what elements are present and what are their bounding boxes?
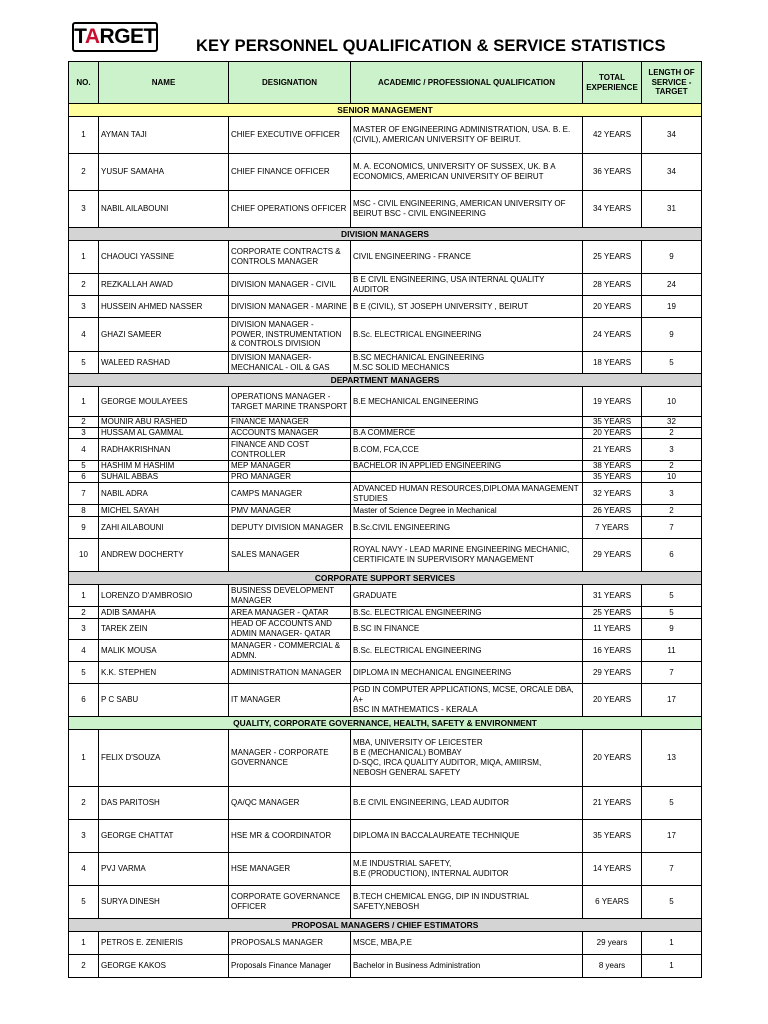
table-row — [69, 853, 702, 886]
cell-qualification: B.SC MECHANICAL ENGINEERING M.SC SOLID MECHANICS — [351, 352, 583, 374]
cell-designation: CHIEF EXECUTIVE OFFICER — [229, 117, 351, 154]
cell-qualification: M.E INDUSTRIAL SAFETY, B.E (PRODUCTION), INTERNAL AUDITOR — [351, 853, 583, 886]
cell-qualification — [351, 417, 583, 428]
section-header — [69, 717, 702, 730]
table-row — [69, 483, 702, 505]
cell-no: 2 — [69, 955, 99, 978]
cell-name: ZAHI AILABOUNI — [99, 517, 229, 539]
cell-no: 4 — [69, 318, 99, 352]
cell-experience: 16 YEARS — [583, 640, 642, 662]
cell-qualification: Bachelor in Business Administration — [351, 955, 583, 978]
cell-qualification: DIPLOMA IN MECHANICAL ENGINEERING — [351, 662, 583, 684]
cell-qualification: CIVIL ENGINEERING - FRANCE — [351, 241, 583, 274]
cell-designation: Proposals Finance Manager — [229, 955, 351, 978]
cell-no: 6 — [69, 472, 99, 483]
cell-no: 4 — [69, 439, 99, 461]
table-row — [69, 517, 702, 539]
cell-qualification: B.A COMMERCE — [351, 428, 583, 439]
cell-designation: ADMINISTRATION MANAGER — [229, 662, 351, 684]
cell-service: 1 — [642, 932, 702, 955]
cell-name: NABIL AILABOUNI — [99, 191, 229, 228]
cell-no: 1 — [69, 932, 99, 955]
cell-designation: DEPUTY DIVISION MANAGER — [229, 517, 351, 539]
cell-qualification: ADVANCED HUMAN RESOURCES,DIPLOMA MANAGEMENT STUDIES — [351, 483, 583, 505]
cell-name: YUSUF SAMAHA — [99, 154, 229, 191]
cell-experience: 36 YEARS — [583, 154, 642, 191]
cell-service: 19 — [642, 296, 702, 318]
cell-name: P C SABU — [99, 684, 229, 717]
col-header-designation: DESIGNATION — [229, 62, 351, 104]
cell-qualification: Master of Science Degree in Mechanical — [351, 505, 583, 517]
cell-no: 10 — [69, 539, 99, 572]
table-row — [69, 296, 702, 318]
col-header-qualification: ACADEMIC / PROFESSIONAL QUALIFICATION — [351, 62, 583, 104]
cell-service: 6 — [642, 539, 702, 572]
table-body — [69, 104, 702, 978]
cell-qualification: B.E MECHANICAL ENGINEERING — [351, 387, 583, 417]
table-row — [69, 241, 702, 274]
cell-service: 11 — [642, 640, 702, 662]
cell-name: K.K. STEPHEN — [99, 662, 229, 684]
cell-designation: BUSINESS DEVELOPMENT MANAGER — [229, 585, 351, 607]
cell-service: 9 — [642, 318, 702, 352]
cell-service: 7 — [642, 662, 702, 684]
cell-qualification: B.E CIVIL ENGINEERING, LEAD AUDITOR — [351, 787, 583, 820]
table-row — [69, 505, 702, 517]
table-row — [69, 684, 702, 717]
cell-name: LORENZO D'AMBROSIO — [99, 585, 229, 607]
cell-no: 6 — [69, 684, 99, 717]
cell-designation: OPERATIONS MANAGER - TARGET MARINE TRANSPORT — [229, 387, 351, 417]
section-header — [69, 228, 702, 241]
table-row — [69, 662, 702, 684]
cell-name: DAS PARITOSH — [99, 787, 229, 820]
cell-experience: 18 YEARS — [583, 352, 642, 374]
cell-qualification: M. A. ECONOMICS, UNIVERSITY OF SUSSEX, UK. B A ECONOMICS, AMERICAN UNIVERSITY OF BEIRUT — [351, 154, 583, 191]
cell-name: MALIK MOUSA — [99, 640, 229, 662]
cell-experience: 29 YEARS — [583, 662, 642, 684]
section-title: SENIOR MANAGEMENT — [69, 104, 702, 117]
cell-qualification: B.Sc. ELECTRICAL ENGINEERING — [351, 318, 583, 352]
cell-no: 1 — [69, 730, 99, 787]
table-row — [69, 274, 702, 296]
cell-service: 32 — [642, 417, 702, 428]
cell-qualification: B.SC IN FINANCE — [351, 619, 583, 640]
cell-service: 5 — [642, 352, 702, 374]
cell-designation: MANAGER - COMMERCIAL & ADMN. — [229, 640, 351, 662]
cell-experience: 32 YEARS — [583, 483, 642, 505]
cell-qualification: PGD IN COMPUTER APPLICATIONS, MCSE, ORCALE DBA, A+ BSC IN MATHEMATICS - KERALA — [351, 684, 583, 717]
cell-designation: QA/QC MANAGER — [229, 787, 351, 820]
cell-designation: AREA MANAGER - QATAR — [229, 607, 351, 619]
cell-experience: 25 YEARS — [583, 607, 642, 619]
cell-name: SURYA DINESH — [99, 886, 229, 919]
cell-qualification: MSC - CIVIL ENGINEERING, AMERICAN UNIVERSITY OF BEIRUT BSC - CIVIL ENGINEERING — [351, 191, 583, 228]
cell-service: 3 — [642, 483, 702, 505]
cell-no: 3 — [69, 619, 99, 640]
cell-name: REZKALLAH AWAD — [99, 274, 229, 296]
logo-mark: A — [84, 25, 100, 48]
cell-experience: 6 YEARS — [583, 886, 642, 919]
cell-designation: DIVISION MANAGER- MECHANICAL - OIL & GAS — [229, 352, 351, 374]
cell-service: 13 — [642, 730, 702, 787]
section-header — [69, 104, 702, 117]
cell-qualification: B E (CIVIL), ST JOSEPH UNIVERSITY , BEIRUT — [351, 296, 583, 318]
cell-no: 1 — [69, 241, 99, 274]
cell-name: ADIB SAMAHA — [99, 607, 229, 619]
cell-no: 2 — [69, 417, 99, 428]
cell-designation: HSE MR & COORDINATOR — [229, 820, 351, 853]
table-row — [69, 955, 702, 978]
table-row — [69, 417, 702, 428]
cell-experience: 14 YEARS — [583, 853, 642, 886]
col-header-no: NO. — [69, 62, 99, 104]
cell-no: 4 — [69, 853, 99, 886]
cell-experience: 35 YEARS — [583, 820, 642, 853]
cell-experience: 7 YEARS — [583, 517, 642, 539]
cell-service: 3 — [642, 439, 702, 461]
cell-experience: 20 YEARS — [583, 684, 642, 717]
table-row — [69, 154, 702, 191]
cell-qualification: B.TECH CHEMICAL ENGG, DIP IN INDUSTRIAL SAFETY,NEBOSH — [351, 886, 583, 919]
cell-designation: CHIEF FINANCE OFFICER — [229, 154, 351, 191]
cell-service: 5 — [642, 886, 702, 919]
table-row — [69, 886, 702, 919]
table-row — [69, 439, 702, 461]
cell-name: GEORGE CHATTAT — [99, 820, 229, 853]
cell-service: 10 — [642, 387, 702, 417]
cell-no: 1 — [69, 387, 99, 417]
table-row — [69, 352, 702, 374]
cell-designation: CORPORATE GOVERNANCE OFFICER — [229, 886, 351, 919]
cell-designation: MEP MANAGER — [229, 461, 351, 472]
cell-experience: 8 years — [583, 955, 642, 978]
cell-experience: 11 YEARS — [583, 619, 642, 640]
cell-designation: DIVISION MANAGER - CIVIL — [229, 274, 351, 296]
cell-name: HASHIM M HASHIM — [99, 461, 229, 472]
cell-designation: CAMPS MANAGER — [229, 483, 351, 505]
cell-no: 3 — [69, 296, 99, 318]
cell-name: HUSSEIN AHMED NASSER — [99, 296, 229, 318]
cell-service: 5 — [642, 787, 702, 820]
cell-no: 5 — [69, 352, 99, 374]
cell-designation: IT MANAGER — [229, 684, 351, 717]
section-title: DIVISION MANAGERS — [69, 228, 702, 241]
cell-no: 5 — [69, 886, 99, 919]
cell-qualification: B.Sc. ELECTRICAL ENGINEERING — [351, 607, 583, 619]
cell-experience: 34 YEARS — [583, 191, 642, 228]
cell-no: 8 — [69, 505, 99, 517]
cell-qualification: MASTER OF ENGINEERING ADMINISTRATION, USA. B. E. (CIVIL), AMERICAN UNIVERSITY OF BEIRUT. — [351, 117, 583, 154]
cell-experience: 35 YEARS — [583, 472, 642, 483]
cell-name: TAREK ZEIN — [99, 619, 229, 640]
section-title: PROPOSAL MANAGERS / CHIEF ESTIMATORS — [69, 919, 702, 932]
cell-service: 34 — [642, 154, 702, 191]
cell-service: 31 — [642, 191, 702, 228]
cell-experience: 24 YEARS — [583, 318, 642, 352]
cell-designation: PMV MANAGER — [229, 505, 351, 517]
cell-designation: HSE MANAGER — [229, 853, 351, 886]
cell-experience: 35 YEARS — [583, 417, 642, 428]
cell-name: PVJ VARMA — [99, 853, 229, 886]
cell-service: 7 — [642, 853, 702, 886]
section-header — [69, 374, 702, 387]
cell-designation: MANAGER - CORPORATE GOVERNANCE — [229, 730, 351, 787]
target-logo — [72, 22, 158, 52]
cell-no: 1 — [69, 585, 99, 607]
cell-no: 2 — [69, 787, 99, 820]
cell-service: 17 — [642, 820, 702, 853]
table-row — [69, 318, 702, 352]
table-row — [69, 539, 702, 572]
cell-designation: SALES MANAGER — [229, 539, 351, 572]
cell-no: 2 — [69, 274, 99, 296]
cell-experience: 20 YEARS — [583, 296, 642, 318]
cell-experience: 29 YEARS — [583, 539, 642, 572]
cell-service: 5 — [642, 607, 702, 619]
cell-qualification: B.Sc.CIVIL ENGINEERING — [351, 517, 583, 539]
cell-name: NABIL ADRA — [99, 483, 229, 505]
cell-service: 17 — [642, 684, 702, 717]
cell-name: AYMAN TAJI — [99, 117, 229, 154]
cell-qualification: BACHELOR IN APPLIED ENGINEERING — [351, 461, 583, 472]
table-row — [69, 730, 702, 787]
cell-no: 1 — [69, 117, 99, 154]
table-row — [69, 428, 702, 439]
table-row — [69, 787, 702, 820]
logo-wordmark: TARGET — [74, 25, 156, 48]
section-title: DEPARTMENT MANAGERS — [69, 374, 702, 387]
cell-service: 5 — [642, 585, 702, 607]
cell-experience: 25 YEARS — [583, 241, 642, 274]
cell-experience: 31 YEARS — [583, 585, 642, 607]
cell-no: 3 — [69, 428, 99, 439]
cell-designation: CORPORATE CONTRACTS & CONTROLS MANAGER — [229, 241, 351, 274]
col-header-service: LENGTH OF SERVICE - TARGET — [642, 62, 702, 104]
cell-qualification: GRADUATE — [351, 585, 583, 607]
table-row — [69, 932, 702, 955]
cell-service: 2 — [642, 428, 702, 439]
cell-designation: FINANCE AND COST CONTROLLER — [229, 439, 351, 461]
cell-name: RADHAKRISHNAN — [99, 439, 229, 461]
cell-experience: 29 years — [583, 932, 642, 955]
cell-designation: ACCOUNTS MANAGER — [229, 428, 351, 439]
cell-name: CHAOUCI YASSINE — [99, 241, 229, 274]
cell-experience: 38 YEARS — [583, 461, 642, 472]
cell-no: 2 — [69, 154, 99, 191]
section-header — [69, 572, 702, 585]
cell-designation: DIVISION MANAGER - MARINE — [229, 296, 351, 318]
cell-no: 3 — [69, 820, 99, 853]
cell-name: WALEED RASHAD — [99, 352, 229, 374]
cell-designation: PRO MANAGER — [229, 472, 351, 483]
cell-designation: DIVISION MANAGER - POWER, INSTRUMENTATION & CONTROLS DIVISION — [229, 318, 351, 352]
cell-qualification: MSCE, MBA,P.E — [351, 932, 583, 955]
table-row — [69, 585, 702, 607]
page-title: KEY PERSONNEL QUALIFICATION & SERVICE STATISTICS — [196, 37, 666, 55]
cell-designation: PROPOSALS MANAGER — [229, 932, 351, 955]
cell-service: 10 — [642, 472, 702, 483]
table-row — [69, 387, 702, 417]
cell-qualification: B.Sc. ELECTRICAL ENGINEERING — [351, 640, 583, 662]
cell-designation: CHIEF OPERATIONS OFFICER — [229, 191, 351, 228]
cell-experience: 28 YEARS — [583, 274, 642, 296]
cell-designation: HEAD OF ACCOUNTS AND ADMIN MANAGER- QATAR — [229, 619, 351, 640]
cell-qualification: B E CIVIL ENGINEERING, USA INTERNAL QUALITY AUDITOR — [351, 274, 583, 296]
cell-designation: FINANCE MANAGER — [229, 417, 351, 428]
cell-service: 2 — [642, 505, 702, 517]
cell-experience: 19 YEARS — [583, 387, 642, 417]
cell-no: 9 — [69, 517, 99, 539]
cell-no: 5 — [69, 461, 99, 472]
table-row — [69, 461, 702, 472]
cell-name: HUSSAM AL GAMMAL — [99, 428, 229, 439]
cell-name: GEORGE MOULAYEES — [99, 387, 229, 417]
table-row — [69, 640, 702, 662]
table-row — [69, 472, 702, 483]
cell-qualification — [351, 472, 583, 483]
cell-name: GEORGE KAKOS — [99, 955, 229, 978]
cell-experience: 21 YEARS — [583, 439, 642, 461]
cell-name: GHAZI SAMEER — [99, 318, 229, 352]
cell-service: 7 — [642, 517, 702, 539]
cell-name: MOUNIR ABU RASHED — [99, 417, 229, 428]
col-header-name: NAME — [99, 62, 229, 104]
cell-service: 1 — [642, 955, 702, 978]
cell-experience: 20 YEARS — [583, 730, 642, 787]
cell-service: 34 — [642, 117, 702, 154]
cell-experience: 42 YEARS — [583, 117, 642, 154]
cell-qualification: DIPLOMA IN BACCALAUREATE TECHNIQUE — [351, 820, 583, 853]
cell-no: 3 — [69, 191, 99, 228]
table-row — [69, 607, 702, 619]
table-header — [69, 62, 702, 104]
cell-service: 2 — [642, 461, 702, 472]
col-header-experience: TOTAL EXPERIENCE — [583, 62, 642, 104]
cell-name: ANDREW DOCHERTY — [99, 539, 229, 572]
section-header — [69, 919, 702, 932]
table-row — [69, 117, 702, 154]
cell-name: FELIX D'SOUZA — [99, 730, 229, 787]
cell-experience: 26 YEARS — [583, 505, 642, 517]
table-row — [69, 619, 702, 640]
cell-name: MICHEL SAYAH — [99, 505, 229, 517]
section-title: CORPORATE SUPPORT SERVICES — [69, 572, 702, 585]
cell-no: 4 — [69, 640, 99, 662]
cell-no: 2 — [69, 607, 99, 619]
table-row — [69, 191, 702, 228]
cell-service: 9 — [642, 619, 702, 640]
cell-experience: 21 YEARS — [583, 787, 642, 820]
cell-service: 9 — [642, 241, 702, 274]
table-row — [69, 820, 702, 853]
cell-name: SUHAIL ABBAS — [99, 472, 229, 483]
section-title: QUALITY, CORPORATE GOVERNANCE, HEALTH, SAFETY & ENVIRONMENT — [69, 717, 702, 730]
personnel-table — [68, 61, 702, 978]
cell-qualification: ROYAL NAVY - LEAD MARINE ENGINEERING MECHANIC, CERTIFICATE IN SUPERVISORY MANAGEMENT — [351, 539, 583, 572]
cell-qualification: MBA, UNIVERSITY OF LEICESTER B E (MECHANICAL) BOMBAY D-SQC, IRCA QUALITY AUDITOR, MIQA, AMIIRSM, NEBOSH GENERAL SAFETY — [351, 730, 583, 787]
cell-name: PETROS E. ZENIERIS — [99, 932, 229, 955]
cell-service: 24 — [642, 274, 702, 296]
cell-no: 7 — [69, 483, 99, 505]
cell-qualification: B.COM, FCA,CCE — [351, 439, 583, 461]
cell-experience: 20 YEARS — [583, 428, 642, 439]
cell-no: 5 — [69, 662, 99, 684]
